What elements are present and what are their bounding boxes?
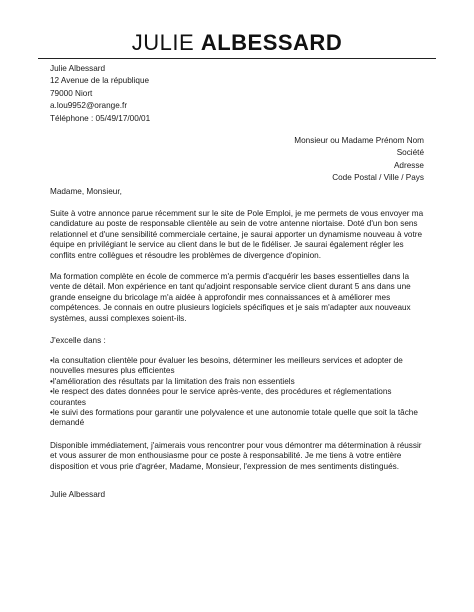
list-item: •le suivi des formations pour garantir une polyvalence et une autonomie totale quelle que soit la tâche demandé: [50, 408, 418, 428]
list-item: •le respect des dates données pour le service après-vente, des procédures et réglementations courantes: [50, 387, 392, 407]
sender-street: 12 Avenue de la république: [50, 76, 150, 86]
skills-list: [50, 356, 426, 429]
sender-name: Julie Albessard: [50, 64, 106, 73]
letter-paragraph-1: Suite à votre annonce parue récemment sur le site de Pole Emploi, je me permets de vous envoyer ma candidature au poste de responsable clientèle au sein de votre antenne niortaise. Doté d'un bon sens relationnel et d'une sensibilité commerciale certaine, je saurai apporter un dynamisme nouveau à votre équipe en privilégiant le service au client dans le but de le fidéliser. Je saurai également régler les conflits entre collègues et résoudre les problèmes de divergence d'opinion.: [50, 209, 424, 260]
sender-city: 79000 Niort: [50, 88, 93, 98]
letter-greeting: Madame, Monsieur,: [50, 187, 122, 196]
list-item: •l'amélioration des résultats par la limitation des frais non essentiels: [50, 376, 295, 386]
letter-paragraph-3: Disponible immédiatement, j'aimerais vous rencontrer pour vous démontrer ma détermination à réussir et vous assurer de mon enthousiasme pour ce poste à responsabilité. Je me tiens à votre entière disposition et vous prie d'agréer, Madame, Monsieur, l'expression de mes sentiments distingués.: [50, 441, 422, 471]
last-name: ALBESSARD: [200, 30, 343, 55]
letter-signature: Julie Albessard: [50, 490, 106, 499]
recipient-address: Adresse: [393, 160, 424, 170]
recipient-postal: Code Postal / Ville / Pays: [332, 173, 424, 183]
recipient-name: Monsieur ou Madame Prénom Nom: [294, 136, 424, 145]
page-title: [0, 30, 474, 56]
header-divider: [38, 58, 436, 59]
sender-block: [50, 63, 150, 125]
sender-phone: Téléphone : 05/49/17/00/01: [50, 113, 151, 123]
first-name: JULIE: [131, 30, 195, 55]
sender-email: a.lou9952@orange.fr: [50, 101, 128, 111]
letter-paragraph-2: Ma formation complète en école de commerce m'a permis d'acquérir les bases essentielles dans la vente de détail. Mon expérience en tant qu'adjoint responsable service client durant 5 ans dans une grande enseigne du bricolage m'a aidée à approfondir mes connaissances et à améliorer mes compétences. Je connais en outre plusieurs logiciels spécifiques et je sais m'adapter aux nouveaux systèmes, aussi complexes soient-ils.: [50, 272, 411, 323]
list-item: •la consultation clientèle pour évaluer les besoins, déterminer les meilleurs services et adopter de nouvelles mesures plus efficientes: [50, 356, 403, 376]
list-intro: J'excelle dans :: [50, 336, 106, 345]
recipient-block: [294, 135, 424, 185]
recipient-company: Société: [396, 148, 424, 158]
